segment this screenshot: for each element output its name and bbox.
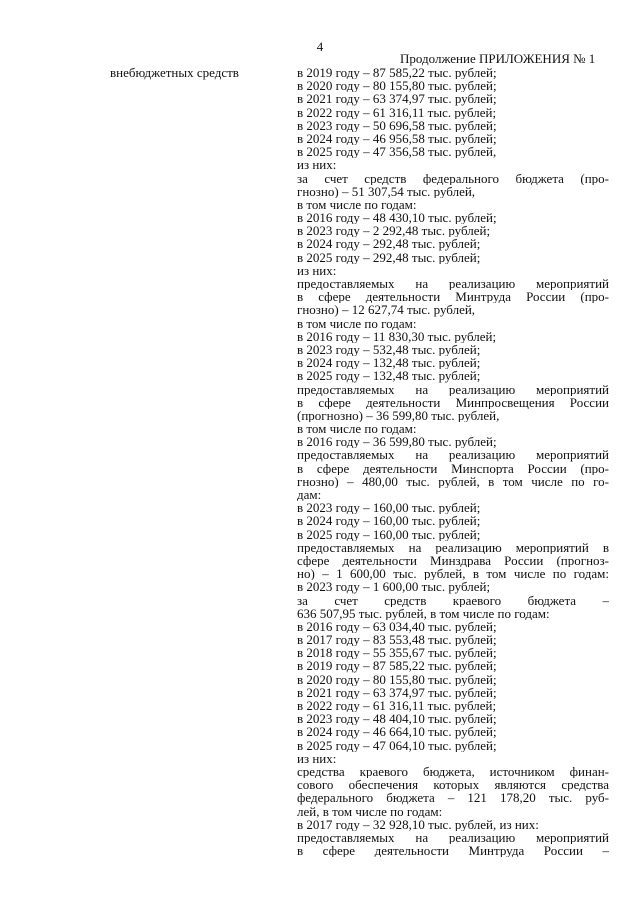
text-line: в сфере деятельности Минтруда России (про- [297,290,609,304]
text-line: из них: [297,751,337,765]
text-line: в 2017 году – 83 553,48 тыс. рублей; [297,633,497,647]
text-line: в 2024 году – 132,48 тыс. рублей; [297,356,481,370]
text-line: в 2016 году – 11 830,30 тыс. рублей; [297,329,497,343]
text-line: в 2022 году – 61 316,11 тыс. рублей; [297,699,497,713]
text-line: в 2021 году – 63 374,97 тыс. рублей; [297,685,497,699]
text-line: дам: [297,488,322,502]
text-line: предоставляемых на реализацию мероприятий [297,382,609,396]
text-line: в 2017 году – 32 928,10 тыс. рублей, из них: [297,817,539,831]
text-line: федерального бюджета – 121 178,20 тыс. руб- [297,791,609,805]
text-line: в том числе по годам: [297,316,417,330]
text-line: предоставляемых на реализацию мероприятий [297,448,609,462]
text-line: в 2025 году – 47 356,58 тыс. рублей, [297,145,497,159]
text-line: в 2023 году – 1 600,00 тыс. рублей; [297,580,491,594]
text-line: в 2023 году – 160,00 тыс. рублей; [297,501,481,515]
text-line: в сфере деятельности Минспорта России (про- [297,461,609,475]
appendix-continuation-header: Продолжение ПРИЛОЖЕНИЯ № 1 [400,51,596,66]
text-line: в 2023 году – 50 696,58 тыс. рублей; [297,118,497,132]
text-line: но) – 1 600,00 тыс. рублей, в том числе по годам: [297,567,609,581]
text-line: в 2021 году – 63 374,97 тыс. рублей; [297,92,497,106]
text-line: в 2020 году – 80 155,80 тыс. рублей; [297,79,497,93]
text-line: средства краевого бюджета, источником финан- [297,764,609,779]
text-line: сфере деятельности Минздрава России (прогноз- [297,553,609,568]
text-line: в 2016 году – 36 599,80 тыс. рублей; [297,435,497,449]
text-line: предоставляемых на реализацию мероприятий [297,830,609,845]
text-line: гнозно) – 480,00 тыс. рублей, в том числе по го- [297,474,609,488]
text-line: в том числе по годам: [297,197,417,212]
funding-text-column [297,66,609,857]
text-line: в том числе по годам: [297,422,417,436]
text-line: в 2016 году – 48 430,10 тыс. рублей; [297,211,497,225]
text-line: лей, в том числе по годам: [297,804,443,818]
text-line: в 2016 году – 63 034,40 тыс. рублей; [297,619,497,634]
text-line: в 2022 году – 61 316,11 тыс. рублей; [297,105,497,119]
text-line: за счет средств федерального бюджета (про- [297,171,609,185]
text-line: гнозно) – 51 307,54 тыс. рублей, [297,184,476,198]
text-line: 636 507,95 тыс. рублей, в том числе по годам: [297,606,550,620]
text-line: из них: [297,158,337,172]
text-line: в 2025 году – 292,48 тыс. рублей; [297,250,481,264]
text-line: в 2025 году – 47 064,10 тыс. рублей; [297,738,497,752]
text-line: в 2025 году – 160,00 тыс. рублей; [297,527,481,541]
text-line: в 2019 году – 87 585,22 тыс. рублей; [297,66,497,80]
text-line: предоставляемых на реализацию мероприятий в [297,540,609,554]
text-line: за счет средств краевого бюджета – [297,593,609,607]
text-line: в 2025 году – 132,48 тыс. рублей; [297,369,481,383]
text-line: в 2024 году – 46 664,10 тыс. рублей; [297,725,497,739]
text-line: сового обеспечения которых являются средства [297,778,609,792]
row-label: внебюджетных средств [110,65,239,80]
text-line: (прогнозно) – 36 599,80 тыс. рублей, [297,408,500,423]
text-line: в 2018 году – 55 355,67 тыс. рублей; [297,646,497,660]
text-line: из них: [297,263,337,277]
text-line: в 2024 году – 46 956,58 тыс. рублей; [297,131,497,146]
text-line: в 2023 году – 532,48 тыс. рублей; [297,342,481,357]
text-line: в сфере деятельности Минтруда России – [297,844,609,858]
text-line: в 2023 году – 48 404,10 тыс. рублей; [297,712,497,726]
text-line: в 2024 году – 292,48 тыс. рублей; [297,237,481,251]
text-line: гнозно) – 12 627,74 тыс. рублей, [297,303,476,317]
page-number: 4 [316,39,324,54]
text-line: в 2020 году – 80 155,80 тыс. рублей; [297,672,497,686]
text-line: предоставляемых на реализацию мероприятий [297,277,609,291]
text-line: в сфере деятельности Минпросвещения России [297,395,609,409]
text-line: в 2023 году – 2 292,48 тыс. рублей; [297,224,491,238]
text-line: в 2019 году – 87 585,22 тыс. рублей; [297,659,497,673]
text-line: в 2024 году – 160,00 тыс. рублей; [297,514,481,528]
